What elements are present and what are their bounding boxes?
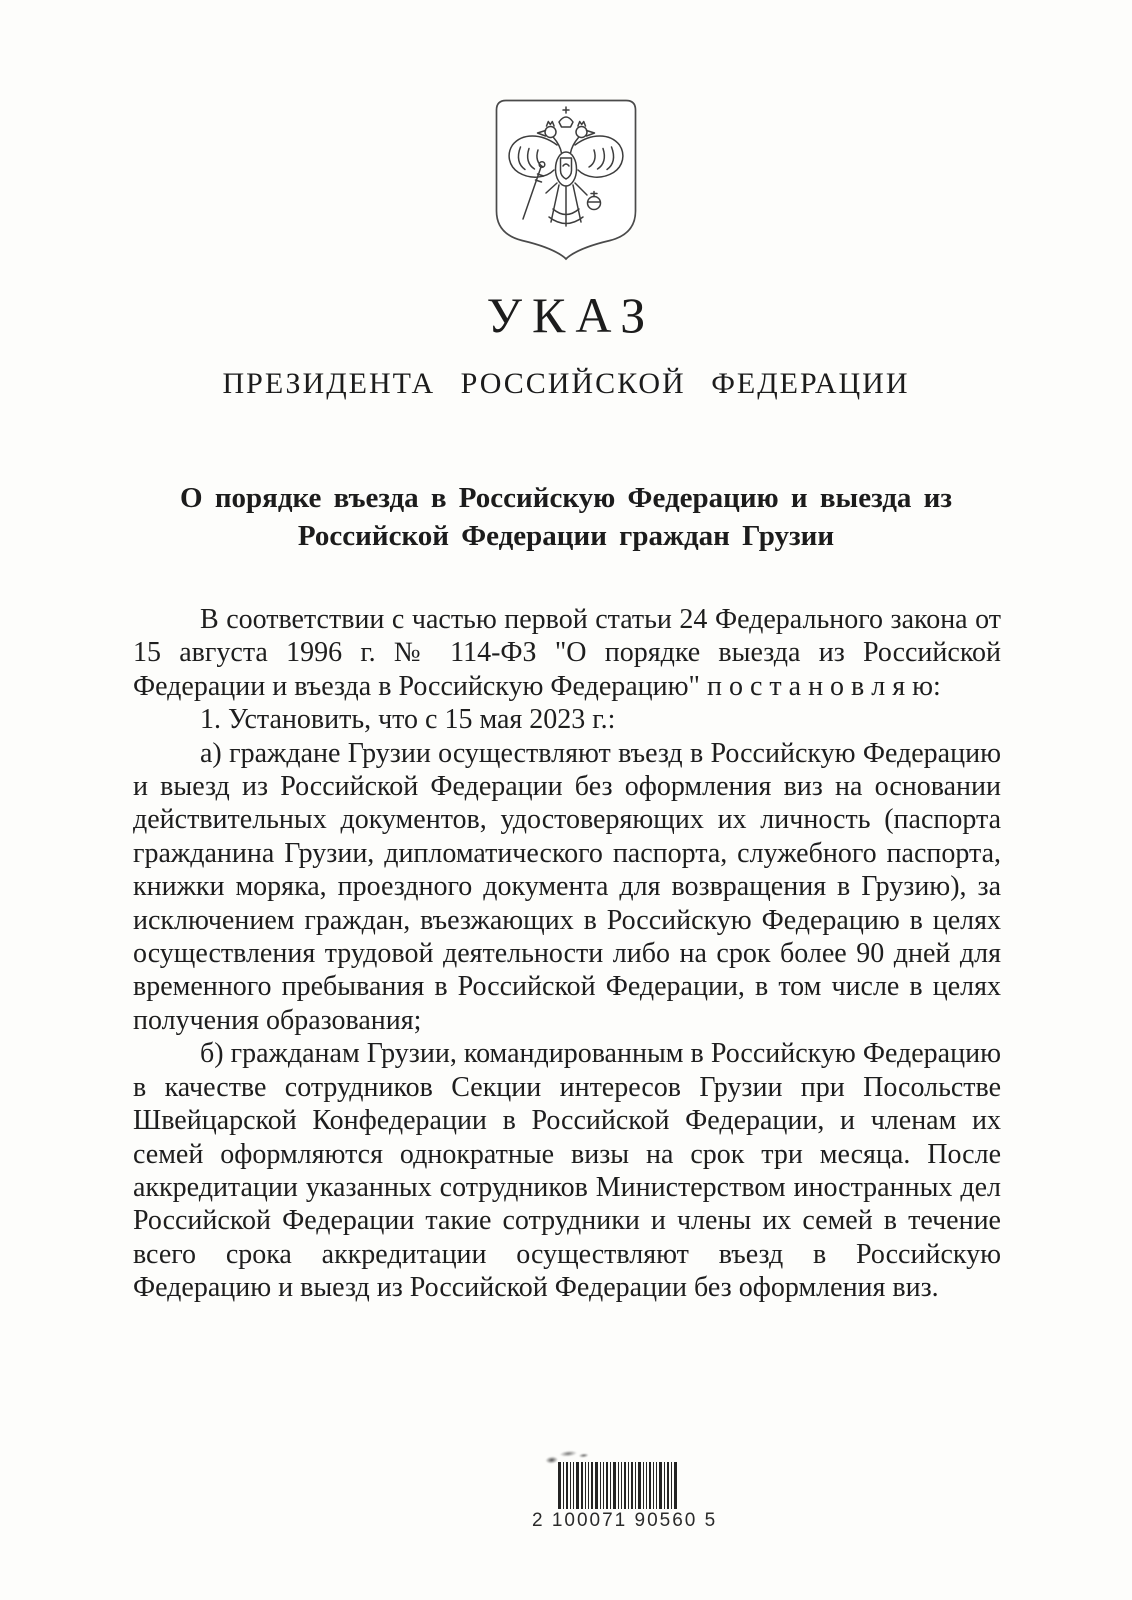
barcode-digits: 2 100071 90560 5	[532, 1510, 718, 1531]
decree-body	[133, 603, 1001, 1305]
registration-barcode	[532, 1462, 718, 1532]
decree-title: УКАЗ	[486, 287, 656, 343]
heading-line-1: О порядке въезда в Российскую Федерацию и выезда из	[180, 482, 952, 514]
paragraph-clause-1a: а) граждане Грузии осуществляют въезд в Российскую Федерацию и выезд из Российской Федерации без оформления виз на основании действительных документов, удостоверяющих их личность (паспорта гражданина Грузии, дипломатического паспорта, служебного паспорта, книжки моряка, проездного документа для возвращения в Грузию), за исключением граждан, въезжающих в Российскую Федерацию в целях осуществления трудовой деятельности либо на срок более 90 дней для временного пребывания в Российской Федерации, в том числе в целях получения образования;	[133, 737, 1001, 1036]
paragraph-clause-1b: б) гражданам Грузии, командированным в Российскую Федерацию в качестве сотрудников Секции интересов Грузии при Посольстве Швейцарской Конфедерации в Российской Федерации, и членам их семей оформляются однократные визы на срок три месяца. После аккредитации указанных сотрудников Министерством иностранных дел Российской Федерации такие сотрудники и члены их семей в течение всего срока аккредитации осуществляют въезд в Российскую Федерацию и выезд из Российской Федерации без оформления виз.	[133, 1038, 1001, 1304]
decree-subject-heading	[146, 479, 986, 555]
double-headed-eagle-icon	[491, 95, 641, 263]
decree-subtitle: ПРЕЗИДЕНТА РОССИЙСКОЙ ФЕДЕРАЦИИ	[222, 367, 910, 400]
coat-of-arms-emblem	[491, 95, 641, 268]
heading-line-2: Российской Федерации граждан Грузии	[297, 520, 835, 552]
paragraph-preamble: В соответствии с частью первой статьи 24 Федерального закона от 15 августа 1996 г. № 114-ФЗ "О порядке выезда из Российской Федерации и въезда в Российскую Федерацию" п о с т а н о в л я ю:	[133, 604, 1001, 702]
paragraph-clause-1: 1. Установить, что с 15 мая 2023 г.:	[200, 704, 616, 736]
barcode-bars	[542, 1462, 692, 1509]
